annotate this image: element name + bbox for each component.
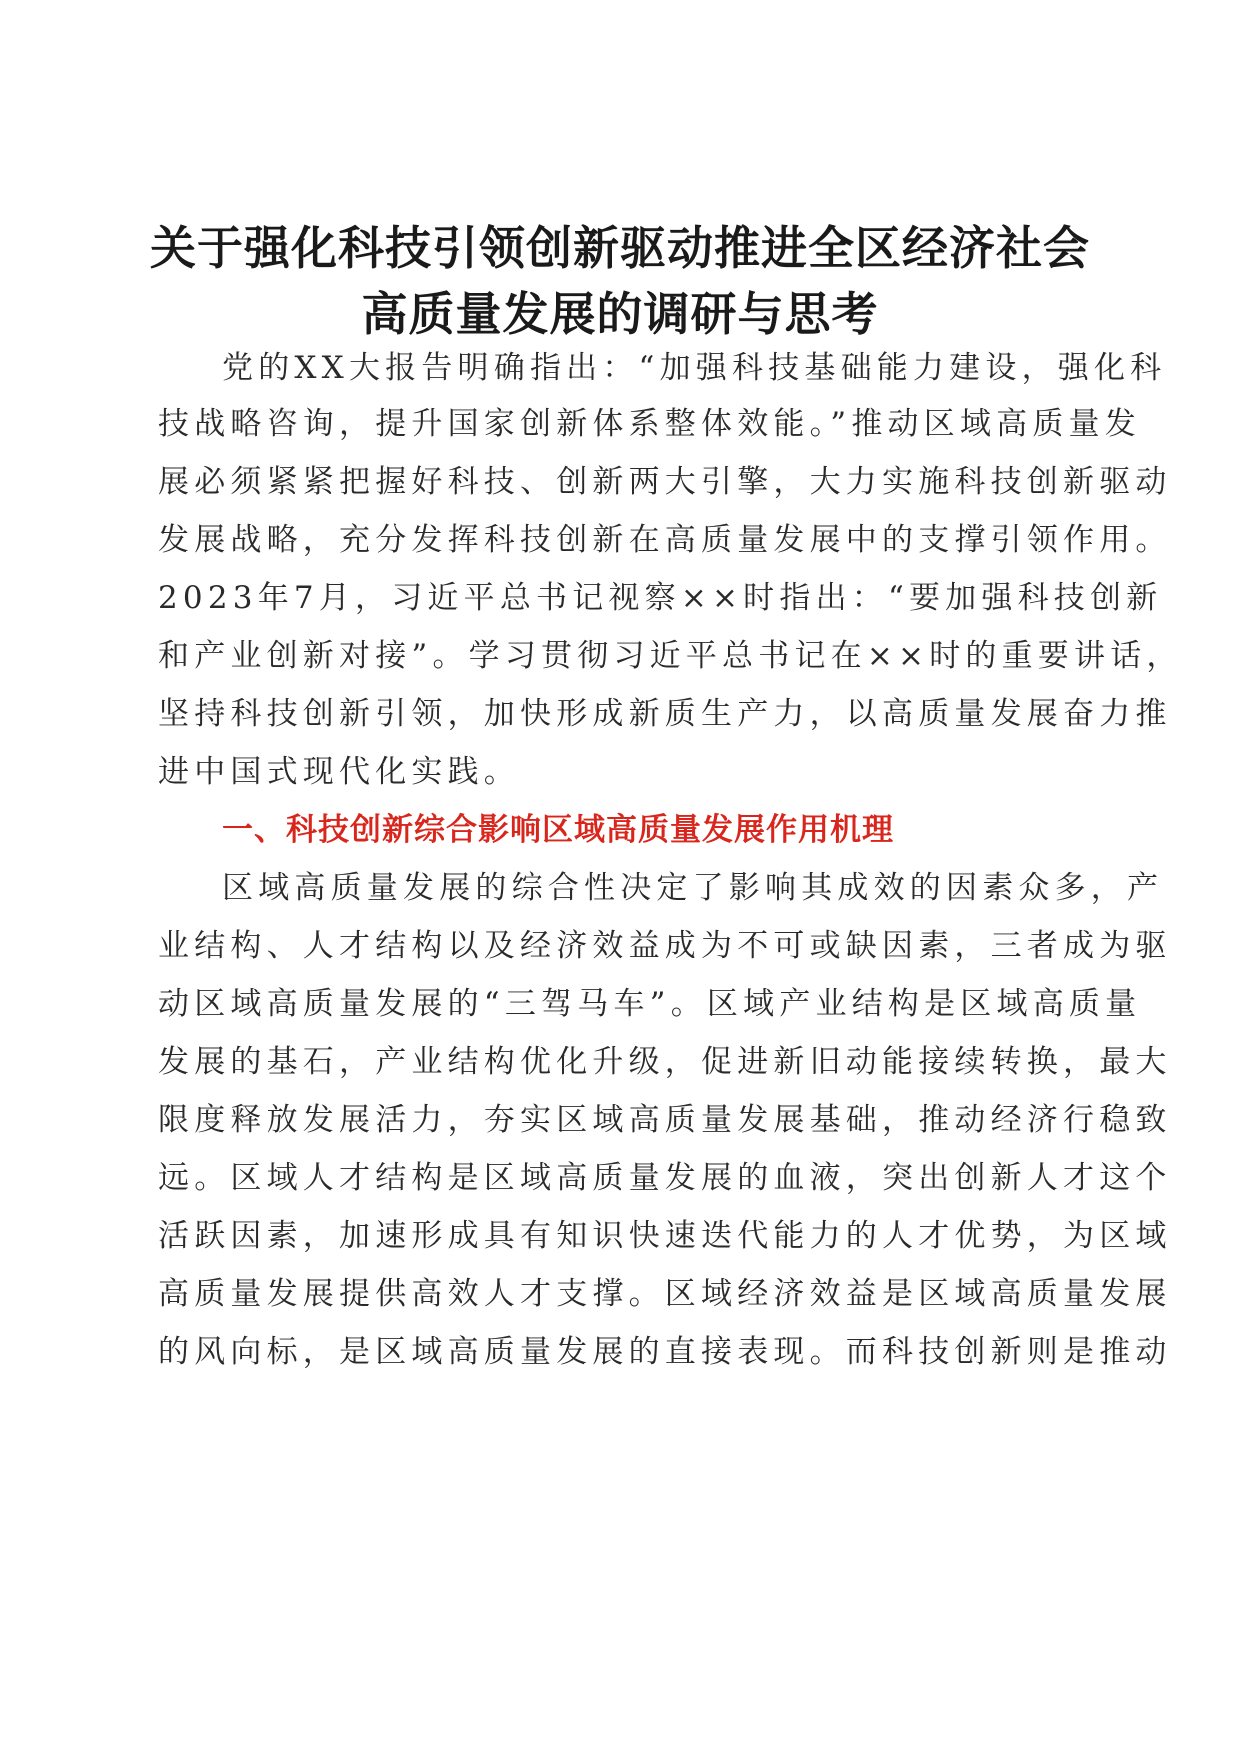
intro-line: 进中国式现代化实践。 — [158, 754, 520, 790]
section-line: 的风向标，是区域高质量发展的直接表现。而科技创新则是推动 — [158, 1334, 1172, 1370]
intro-line: 党的XX大报告明确指出：“加强科技基础能力建设，强化科 — [222, 350, 1167, 386]
intro-line: 发展战略，充分发挥科技创新在高质量发展中的支撑引领作用。 — [158, 522, 1172, 558]
section-line: 区域高质量发展的综合性决定了影响其成效的因素众多，产 — [222, 870, 1164, 906]
intro-line: 2023年7月，习近平总书记视察××时指出：“要加强科技创新 — [158, 580, 1163, 616]
section-heading: 一、科技创新综合影响区域高质量发展作用机理 — [222, 812, 894, 848]
intro-line: 技战略咨询，提升国家创新体系整体效能。”推动区域高质量发 — [158, 406, 1141, 442]
section-line: 限度释放发展活力，夯实区域高质量发展基础，推动经济行稳致 — [158, 1102, 1172, 1138]
intro-line: 和产业创新对接”。学习贯彻习近平总书记在××时的重要讲话， — [158, 638, 1183, 674]
section-line: 动区域高质量发展的“三驾马车”。区域产业结构是区域高质量 — [158, 986, 1142, 1022]
intro-line: 展必须紧紧把握好科技、创新两大引擎，大力实施科技创新驱动 — [158, 464, 1172, 500]
section-line: 活跃因素，加速形成具有知识快速迭代能力的人才优势，为区域 — [158, 1218, 1172, 1254]
section-line: 高质量发展提供高效人才支撑。区域经济效益是区域高质量发展 — [158, 1276, 1172, 1312]
section-line: 远。区域人才结构是区域高质量发展的血液，突出创新人才这个 — [158, 1160, 1172, 1196]
document-title-line-1: 关于强化科技引领创新驱动推进全区经济社会 — [150, 221, 1090, 275]
document-title-line-2: 高质量发展的调研与思考 — [361, 287, 879, 341]
intro-line: 坚持科技创新引领，加快形成新质生产力，以高质量发展奋力推 — [158, 696, 1172, 732]
section-line: 业结构、人才结构以及经济效益成为不可或缺因素，三者成为驱 — [158, 928, 1172, 964]
section-line: 发展的基石，产业结构优化升级，促进新旧动能接续转换，最大 — [158, 1044, 1172, 1080]
